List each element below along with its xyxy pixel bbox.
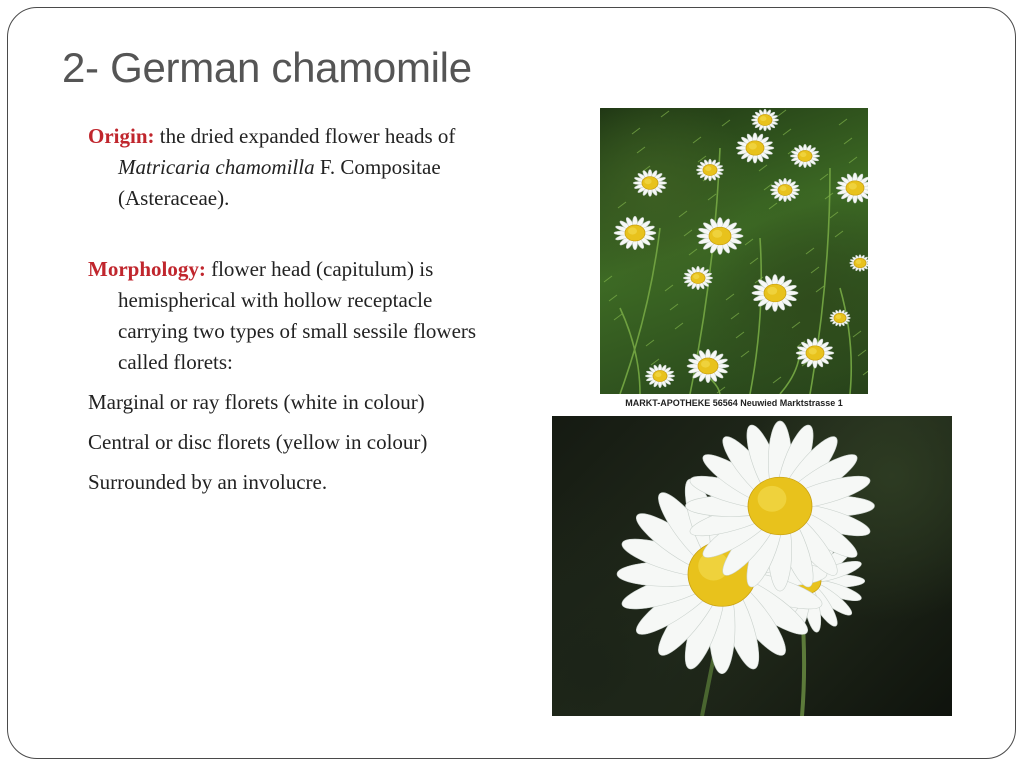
chamomile-flower xyxy=(752,275,798,312)
photo-caption: MARKT-APOTHEKE 56564 Neuwied Marktstrasse 1 xyxy=(600,394,868,412)
chamomile-flower xyxy=(770,178,799,202)
chamomile-flower xyxy=(645,364,674,388)
chamomile-flower xyxy=(850,255,869,272)
chamomile-flower xyxy=(830,310,851,327)
chamomile-flower xyxy=(696,159,723,181)
chamomile-closeup-photo xyxy=(552,416,952,716)
stem xyxy=(840,288,851,394)
involucre-paragraph: Surrounded by an involucre. xyxy=(88,470,328,494)
origin-text-before: the dried expanded flower heads of xyxy=(154,124,456,148)
chamomile-flower xyxy=(790,144,819,168)
chamomile-flower xyxy=(751,109,778,131)
stem xyxy=(780,348,800,394)
chamomile-flower xyxy=(633,170,667,197)
ray-florets-paragraph: Marginal or ray florets (white in colour) xyxy=(88,390,425,414)
chamomile-field-photo xyxy=(600,108,868,394)
chamomile-flower xyxy=(614,216,656,250)
morphology-paragraph xyxy=(88,254,488,378)
stem xyxy=(750,238,761,394)
origin-label: Origin: xyxy=(88,124,155,148)
chamomile-flower xyxy=(736,133,774,163)
chamomile-flower xyxy=(796,338,834,368)
morphology-label: Morphology: xyxy=(88,257,206,281)
chamomile-flower xyxy=(687,349,729,383)
stem xyxy=(620,308,640,394)
chamomile-flower xyxy=(683,266,712,290)
origin-paragraph xyxy=(88,121,488,214)
origin-text-after: F. Compositae (Asteraceae). xyxy=(118,155,441,210)
origin-species-name: Matricaria chamomilla xyxy=(118,155,315,179)
chamomile-flower xyxy=(836,173,868,203)
slide-title: 2- German chamomile xyxy=(62,44,472,91)
chamomile-flower xyxy=(697,218,743,255)
disc-florets-paragraph: Central or disc florets (yellow in colour) xyxy=(88,430,428,454)
morphology-text: flower head (capitulum) is hemispherical with hollow receptacle carrying two types of small sessile flowers called florets: xyxy=(118,257,477,374)
slide-body xyxy=(88,121,488,507)
